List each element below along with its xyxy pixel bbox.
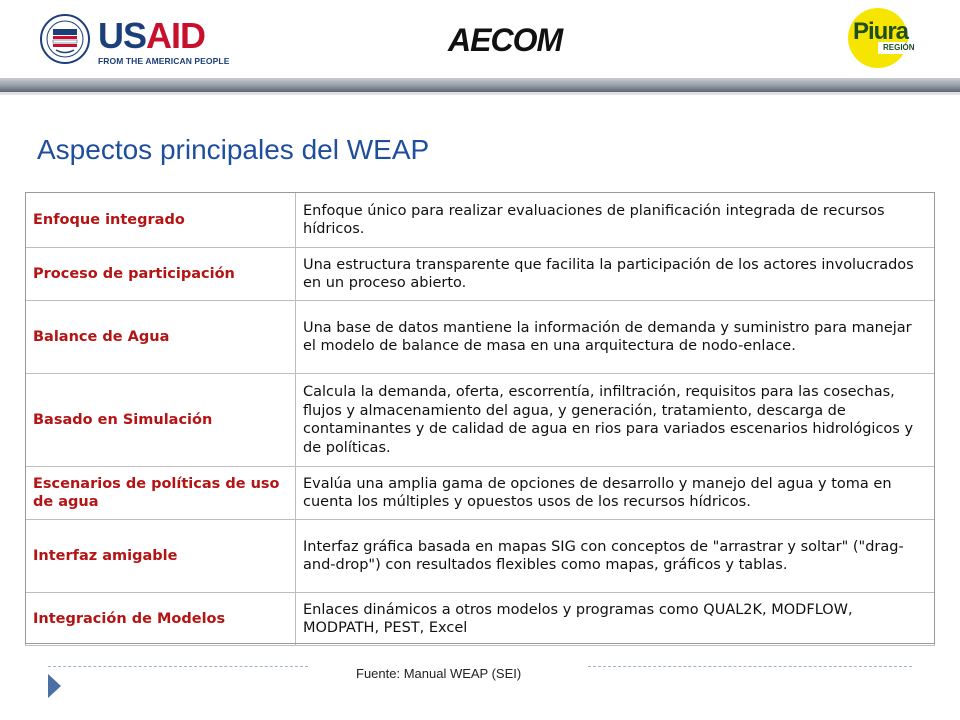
row-key: Basado en Simulación	[26, 374, 296, 467]
source-caption: Fuente: Manual WEAP (SEI)	[356, 666, 522, 681]
table-row	[26, 593, 935, 646]
usaid-logo	[40, 14, 230, 70]
piura-wordmark: Piura	[853, 18, 909, 45]
slide-title: Aspectos principales del WEAP	[37, 134, 430, 165]
row-value: Una estructura transparente que facilita la participación de los actores involucrados en un proceso abierto.	[296, 248, 935, 301]
row-key: Integración de Modelos	[26, 593, 296, 646]
footer-divider-right	[588, 666, 912, 667]
row-value: Enfoque único para realizar evaluaciones de planificación integrada de recursos hídricos.	[296, 193, 935, 248]
table-row	[26, 301, 935, 374]
usaid-wordmark: USAID	[98, 15, 206, 56]
table-row	[26, 467, 935, 520]
piura-region-label: REGIÓN	[883, 43, 915, 52]
header-divider	[0, 78, 960, 92]
row-key: Enfoque integrado	[26, 193, 296, 248]
footer-divider-left	[48, 666, 308, 667]
usaid-seal-icon	[40, 14, 90, 64]
row-key: Interfaz amigable	[26, 520, 296, 593]
row-value: Una base de datos mantiene la información de demanda y suministro para manejar el modelo de balance de masa en una arquitectura de nodo-enlace.	[296, 301, 935, 374]
table-row	[26, 248, 935, 301]
row-value: Calcula la demanda, oferta, escorrentía, infiltración, requisitos para las cosechas, flujos y almacenamiento del agua, y generación, tratamiento, descarga de contaminantes y de calidad de agua en rios para variados escenarios hidrológicos y de políticas.	[296, 374, 935, 467]
table-row	[26, 193, 935, 248]
row-key: Escenarios de políticas de uso de agua	[26, 467, 296, 520]
header-divider-highlight	[0, 92, 960, 95]
row-value: Enlaces dinámicos a otros modelos y programas como QUAL2K, MODFLOW, MODPATH, PEST, Excel	[296, 593, 935, 646]
row-key: Proceso de participación	[26, 248, 296, 301]
header	[0, 0, 960, 78]
row-value: Interfaz gráfica basada en mapas SIG con conceptos de "arrastrar y soltar" ("drag-and-drop") con resultados flexibles como mapas, gráficos y tablas.	[296, 520, 935, 593]
table-row	[26, 520, 935, 593]
triangle-right-icon	[48, 674, 61, 698]
usaid-tagline: FROM THE AMERICAN PEOPLE	[98, 56, 230, 66]
aecom-logo: AECOM	[448, 22, 563, 58]
weap-aspects-table	[25, 192, 935, 646]
table-row	[26, 374, 935, 467]
row-value: Evalúa una amplia gama de opciones de desarrollo y manejo del agua y toma en cuenta los múltiples y opuestos usos de los recursos hídricos.	[296, 467, 935, 520]
piura-region-logo	[844, 6, 928, 70]
row-key: Balance de Agua	[26, 301, 296, 374]
